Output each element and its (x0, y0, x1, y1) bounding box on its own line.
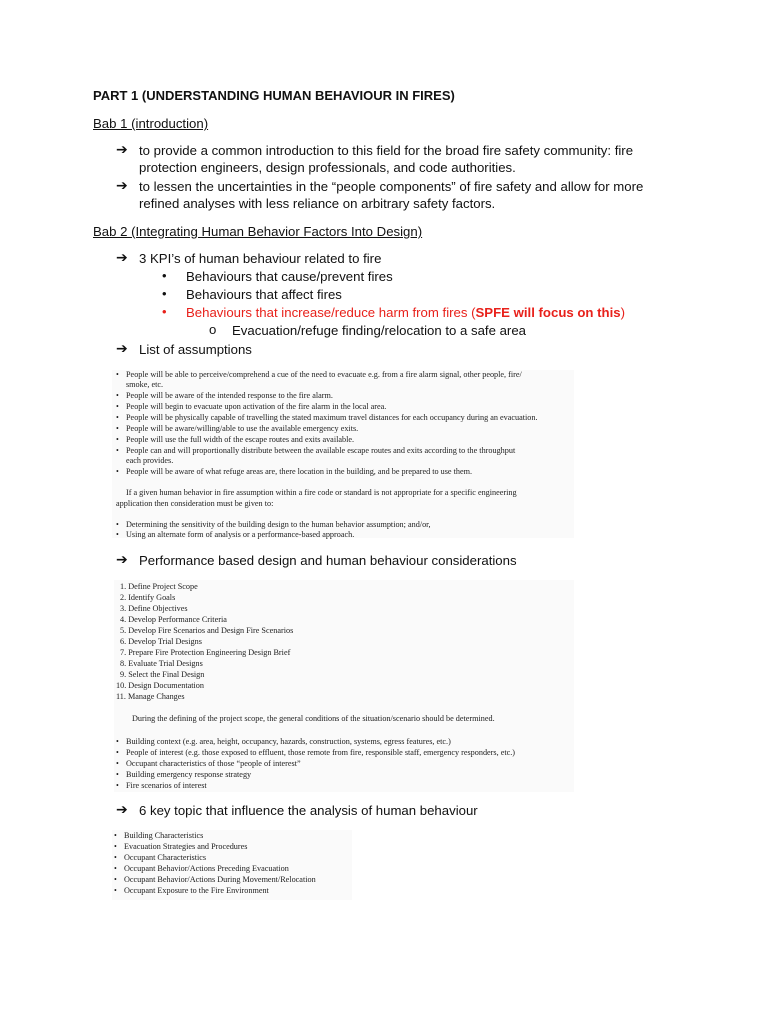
pbd-step: 8. Evaluate Trial Designs (120, 659, 203, 668)
pbd-condition: People of interest (e.g. those exposed to effluent, those remote from fire, responsible staff, emergency responders, etc.) (126, 748, 516, 757)
bab1-item-2-line-1: to lessen the uncertainties in the “people components” of fire safety and allow for more (139, 179, 644, 194)
arrow-icon: ➔ (116, 551, 128, 567)
bullet-icon: • (116, 770, 119, 779)
bullet-icon: • (116, 435, 119, 444)
arrow-icon: ➔ (116, 177, 128, 193)
kpi-item-3 (186, 305, 625, 320)
pbd-condition: Occupant characteristics of those “people of interest” (126, 759, 301, 768)
bab1-heading: Bab 1 (introduction) (93, 116, 209, 131)
pbd-step: 4. Develop Performance Criteria (120, 615, 227, 624)
assumption-line: People will be aware of what refuge areas are, there location in the building, and be prepared to use them. (126, 467, 473, 476)
assumption-para-line: If a given human behavior in fire assumption within a fire code or standard is not appropriate for a specific engineering (126, 488, 517, 497)
bullet-icon: • (116, 759, 119, 768)
assumptions-scan (112, 370, 574, 538)
kpi-sub-item: Evacuation/refuge finding/relocation to a safe area (232, 323, 526, 338)
bab2-heading: Bab 2 (Integrating Human Behavior Factors Into Design) (93, 224, 423, 239)
arrow-icon: ➔ (116, 340, 128, 356)
bullet-icon: • (162, 268, 167, 283)
arrow-icon: ➔ (116, 141, 128, 157)
bullet-icon: • (114, 875, 117, 884)
pbd-step: 1. Define Project Scope (120, 582, 198, 591)
pbd-condition: Building context (e.g. area, height, occupancy, hazards, construction, systems, egress features, etc.) (126, 737, 451, 746)
pbd-title: Performance based design and human behaviour considerations (139, 553, 517, 568)
assumption-line: People will use the full width of the escape routes and exits available. (126, 435, 355, 444)
consideration-line: Using an alternate form of analysis or a performance-based approach. (126, 530, 355, 539)
bullet-icon: • (162, 304, 167, 319)
bab1-item-1-line-2: protection engineers, design professionals, and code authorities. (139, 160, 516, 175)
bullet-icon: • (114, 864, 117, 873)
pbd-step: 11. Manage Changes (116, 692, 185, 701)
pbd-step: 5. Develop Fire Scenarios and Design Fire Scenarios (120, 626, 294, 635)
bullet-icon: • (114, 853, 117, 862)
topic-item: Occupant Behavior/Actions During Movement/Relocation (124, 875, 316, 884)
pbd-para: During the defining of the project scope, the general conditions of the situation/scenario should be determined. (132, 714, 495, 723)
assumption-line: People will be aware of the intended response to the fire alarm. (126, 391, 333, 400)
pbd-condition: Building emergency response strategy (126, 770, 252, 779)
assumption-line: People will be able to perceive/comprehend a cue of the need to evacuate e.g. from a fire alarm signal, other people, fire/ (126, 370, 522, 379)
topic-item: Occupant Behavior/Actions Preceding Evacuation (124, 864, 289, 873)
sub-bullet-icon: o (209, 322, 217, 337)
assumption-line: People will be aware/willing/able to use the available emergency exits. (126, 424, 359, 433)
assumptions-title: List of assumptions (139, 342, 252, 357)
consideration-line: Determining the sensitivity of the building design to the human behavior assumption; and/or, (126, 520, 431, 529)
bullet-icon: • (116, 737, 119, 746)
bullet-icon: • (116, 520, 119, 529)
bullet-icon: • (114, 831, 117, 840)
part-title: PART 1 (UNDERSTANDING HUMAN BEHAVIOUR IN FIRES) (93, 88, 455, 103)
pbd-step: 3. Define Objectives (120, 604, 188, 613)
assumption-line: smoke, etc. (126, 380, 164, 389)
bullet-icon: • (116, 413, 119, 422)
pbd-step: 9. Select the Final Design (120, 670, 205, 679)
topic-item: Occupant Exposure to the Fire Environment (124, 886, 269, 895)
assumption-line: each provides. (126, 456, 174, 465)
bullet-icon: • (116, 748, 119, 757)
bullet-icon: • (116, 370, 119, 379)
assumption-line: People will begin to evacuate upon activation of the fire alarm in the local area. (126, 402, 387, 411)
bullet-icon: • (114, 886, 117, 895)
kpi-item-1: Behaviours that cause/prevent fires (186, 269, 393, 284)
topic-item: Building Characteristics (124, 831, 204, 840)
bullet-icon: • (116, 446, 119, 455)
bullet-icon: • (116, 424, 119, 433)
bullet-icon: • (116, 402, 119, 411)
pbd-step: 10. Design Documentation (116, 681, 204, 690)
bullet-icon: • (116, 467, 119, 476)
pbd-step: 2. Identify Goals (120, 593, 176, 602)
kpi-title: 3 KPI’s of human behaviour related to fire (139, 251, 382, 266)
topics-title: 6 key topic that influence the analysis of human behaviour (139, 803, 478, 818)
kpi-item-3-emphasis: SPFE will focus on this (475, 305, 621, 320)
pbd-scan (114, 580, 574, 792)
bullet-icon: • (114, 842, 117, 851)
bullet-icon: • (116, 391, 119, 400)
assumption-line: People will be physically capable of travelling the stated maximum travel distances for each occupancy during an evacuation. (126, 413, 538, 422)
kpi-item-3-text: Behaviours that increase/reduce harm from fires ( (186, 305, 476, 320)
bab1-item-2-line-2: refined analyses with less reliance on arbitrary safety factors. (139, 196, 496, 211)
topic-item: Occupant Characteristics (124, 853, 207, 862)
assumption-para-line: application then consideration must be given to: (116, 499, 274, 508)
assumption-line: People can and will proportionally distribute between the available escape routes and exits according to the throughput (126, 446, 516, 455)
pbd-step: 6. Develop Trial Designs (120, 637, 202, 646)
topic-item: Evacuation Strategies and Procedures (124, 842, 248, 851)
topics-scan (112, 830, 352, 900)
arrow-icon: ➔ (116, 801, 128, 817)
pbd-step: 7. Prepare Fire Protection Engineering Design Brief (120, 648, 291, 657)
kpi-item-2: Behaviours that affect fires (186, 287, 342, 302)
bullet-icon: • (116, 530, 119, 539)
arrow-icon: ➔ (116, 249, 128, 265)
bullet-icon: • (116, 781, 119, 790)
bullet-icon: • (162, 286, 167, 301)
kpi-item-3-tail: ) (620, 305, 625, 320)
bab1-item-1-line-1: to provide a common introduction to this field for the broad fire safety community: fire (139, 143, 634, 158)
pbd-condition: Fire scenarios of interest (126, 781, 207, 790)
